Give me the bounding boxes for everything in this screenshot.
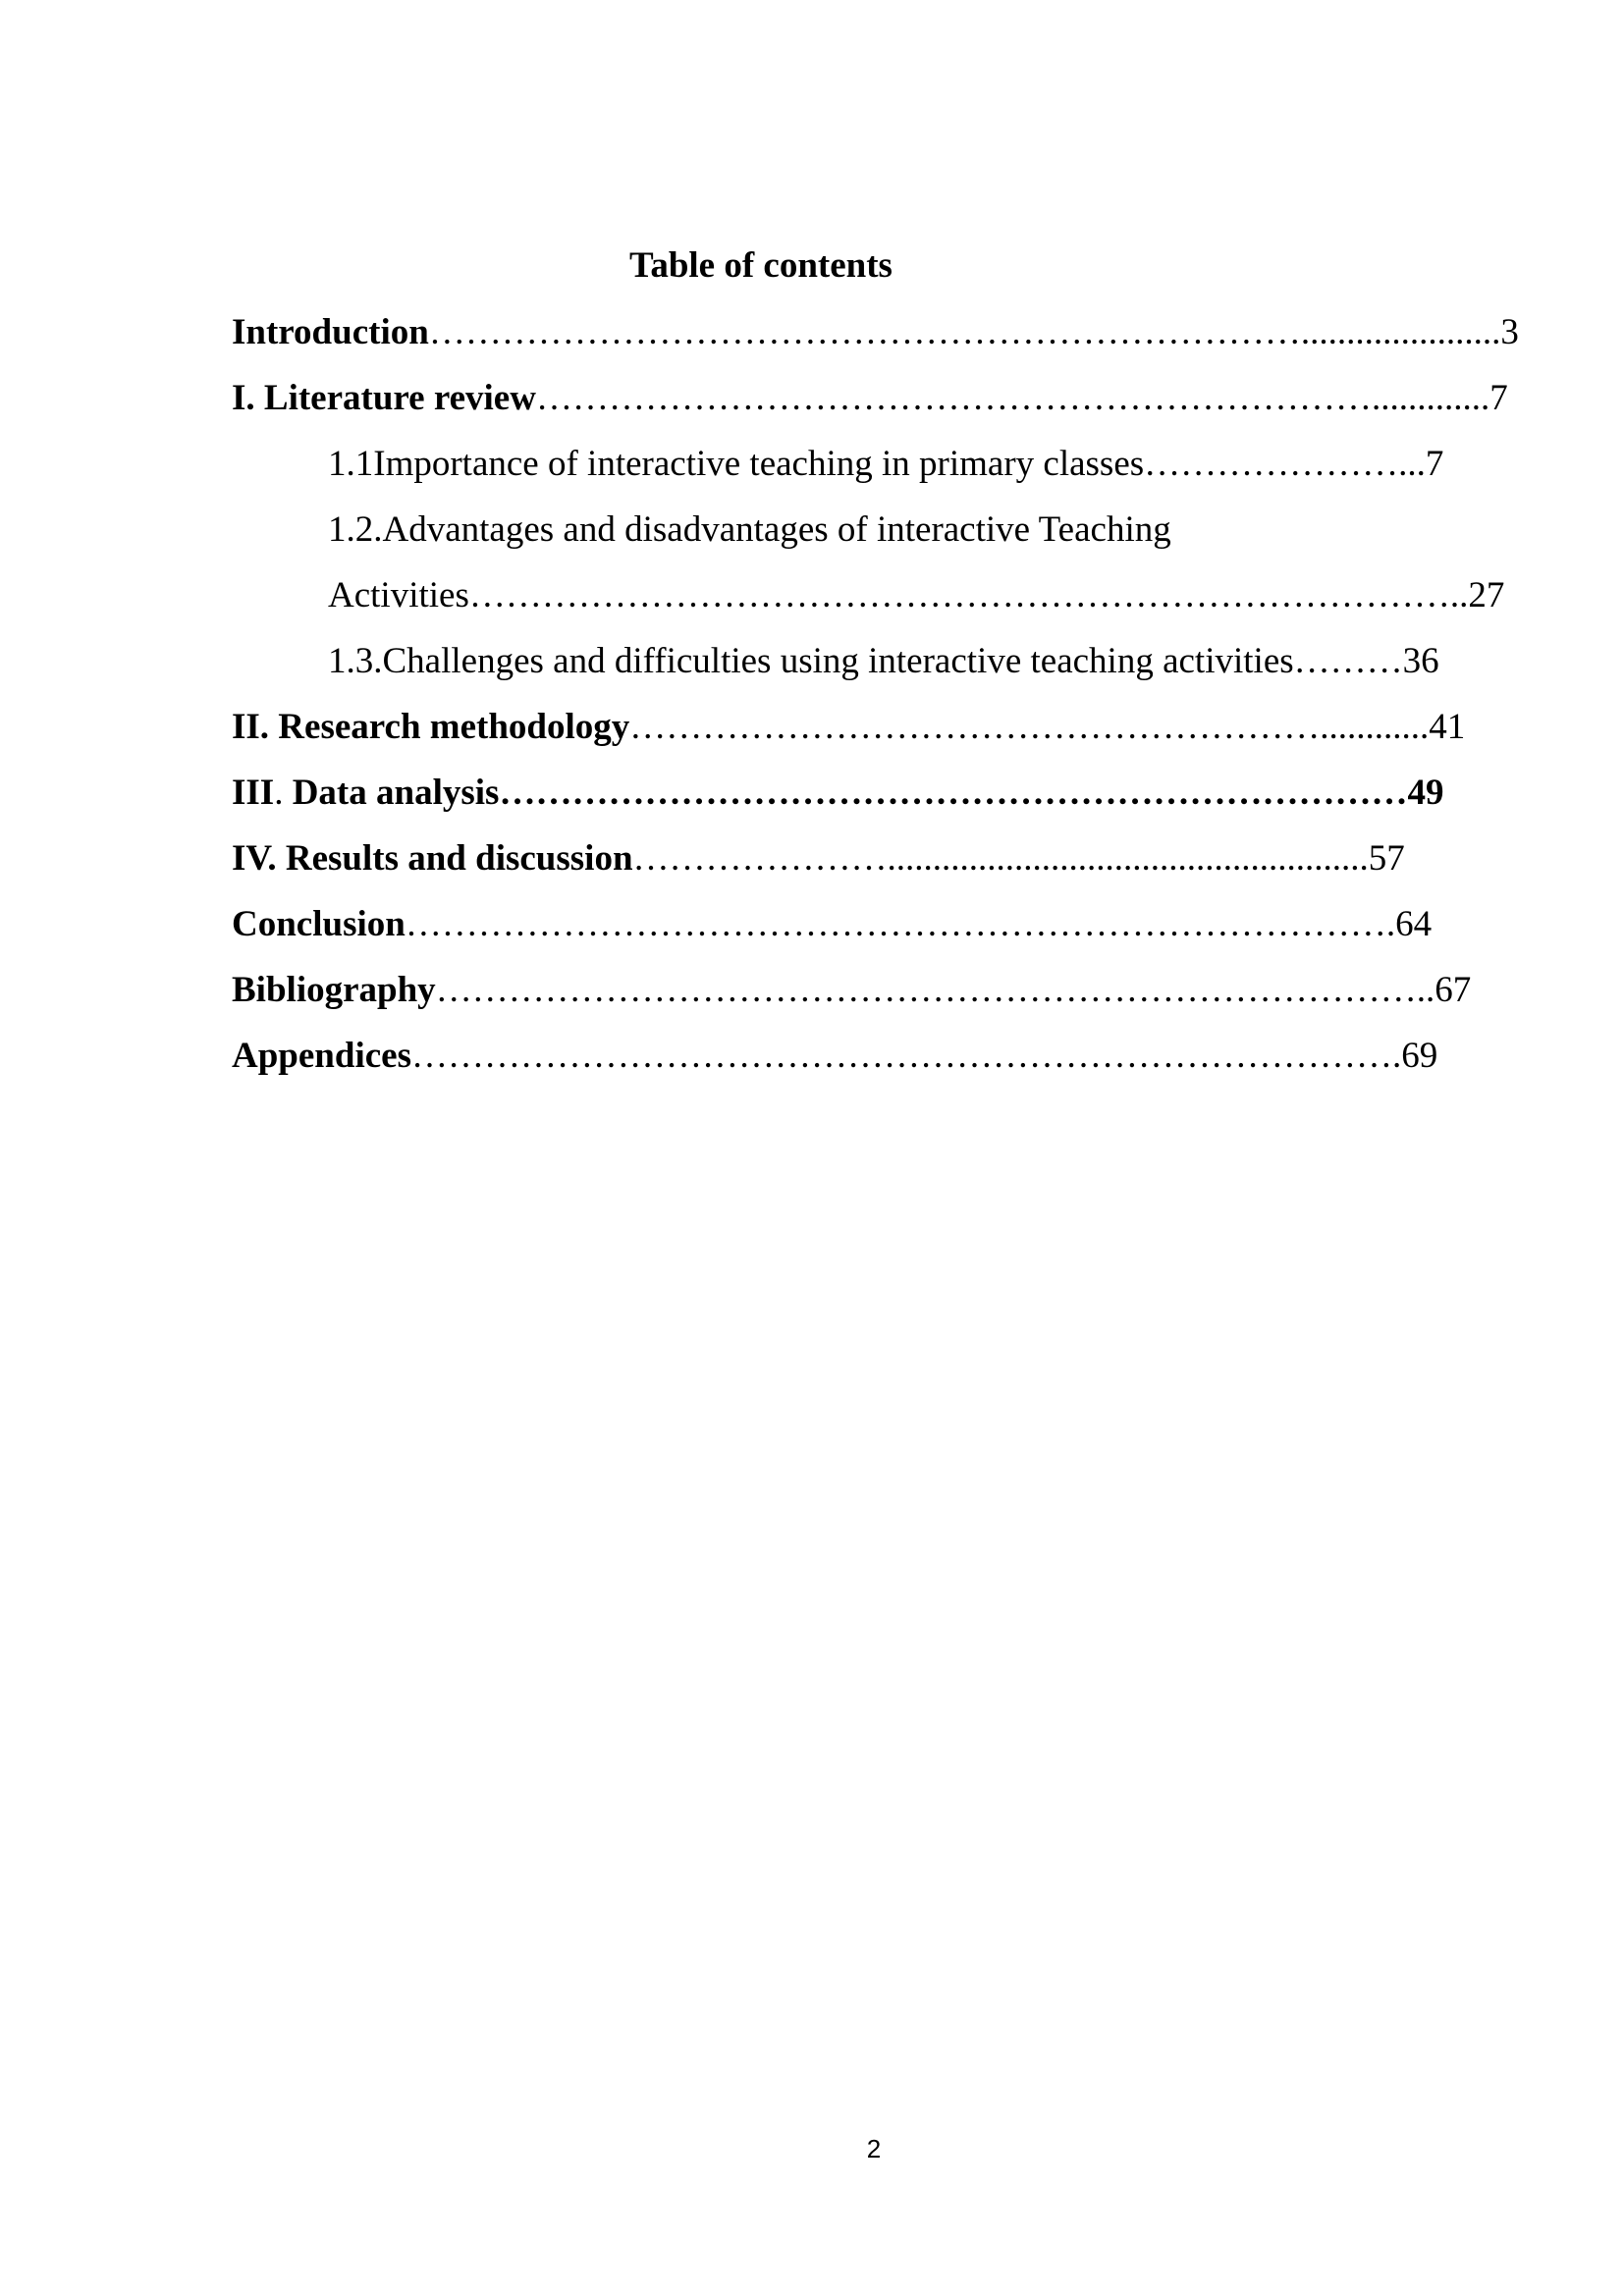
toc-entry-label: Data analysis [292, 773, 500, 813]
toc-entry-leader: ………………………………………………………………………. [405, 904, 1396, 944]
toc-entry-literature-review[interactable] [232, 374, 1508, 423]
toc-entry-leader: ………………………………………………………………………. [410, 1036, 1402, 1076]
toc-title: Table of contents [629, 245, 893, 286]
toc-entry-leader: ………………………………………………………………...................... [428, 312, 1501, 352]
toc-entry-challenges[interactable] [328, 637, 1439, 686]
toc-entry-leader: ………………………………………………………………… [499, 773, 1408, 813]
toc-entry-importance[interactable] [328, 440, 1443, 489]
toc-entry-page: 64 [1395, 904, 1433, 944]
toc-entry-label: Activities [328, 575, 469, 615]
toc-entry-bibliography[interactable] [232, 966, 1471, 1015]
toc-entry-page: 69 [1401, 1036, 1438, 1076]
toc-entry-page: 7 [1425, 444, 1444, 484]
toc-entry-label: 1.1Importance of interactive teaching in primary classes [328, 444, 1145, 484]
toc-entry-label: Conclusion [232, 904, 406, 944]
toc-entry-label: IV. Results and discussion [232, 838, 633, 879]
toc-entry-data-analysis[interactable] [232, 769, 1443, 818]
toc-entry-label-prefix: III [232, 773, 275, 813]
toc-entry-leader: …………………………………………………............ [629, 707, 1430, 747]
toc-entry-label: 1.2.Advantages and disadvantages of interactive Teaching [328, 509, 1171, 550]
toc-entry-label: Introduction [232, 312, 429, 352]
toc-entry-label: Bibliography [232, 970, 436, 1010]
toc-entry-label: 1.3.Challenges and difficulties using interactive teaching activities [328, 641, 1294, 681]
toc-entry-advantages-continued[interactable] [328, 571, 1504, 620]
toc-entry-label: I. Literature review [232, 378, 536, 418]
toc-entry-label-separator: . [274, 773, 293, 813]
toc-entry-leader: …………………..................................................... [632, 838, 1369, 879]
page-number: 2 [866, 2134, 882, 2163]
toc-entry-research-methodology[interactable] [232, 703, 1465, 752]
toc-entry-page: 27 [1468, 575, 1505, 615]
toc-entry-page: 41 [1429, 707, 1466, 747]
toc-entry-leader: ……… [1293, 641, 1403, 681]
toc-entry-leader: ……………………………………………………………………….. [468, 575, 1469, 615]
toc-entry-label: Appendices [232, 1036, 411, 1076]
toc-entry-page: 7 [1489, 378, 1508, 418]
toc-entry-conclusion[interactable] [232, 900, 1432, 949]
toc-entry-page: 49 [1407, 773, 1444, 813]
toc-entry-appendices[interactable] [232, 1032, 1437, 1081]
toc-entry-advantages[interactable] [328, 506, 1171, 555]
toc-entry-page: 67 [1435, 970, 1472, 1010]
toc-entry-page: 57 [1368, 838, 1405, 879]
toc-entry-label: II. Research methodology [232, 707, 630, 747]
toc-entry-introduction[interactable] [232, 308, 1519, 357]
toc-entry-page: 3 [1500, 312, 1519, 352]
toc-entry-leader: ……………………………………………………………………….. [435, 970, 1435, 1010]
toc-entry-leader: ……………………………………………………………............. [535, 378, 1490, 418]
toc-entry-results-discussion[interactable] [232, 834, 1405, 883]
toc-entry-page: 36 [1402, 641, 1439, 681]
toc-entry-leader: …………………... [1144, 444, 1426, 484]
